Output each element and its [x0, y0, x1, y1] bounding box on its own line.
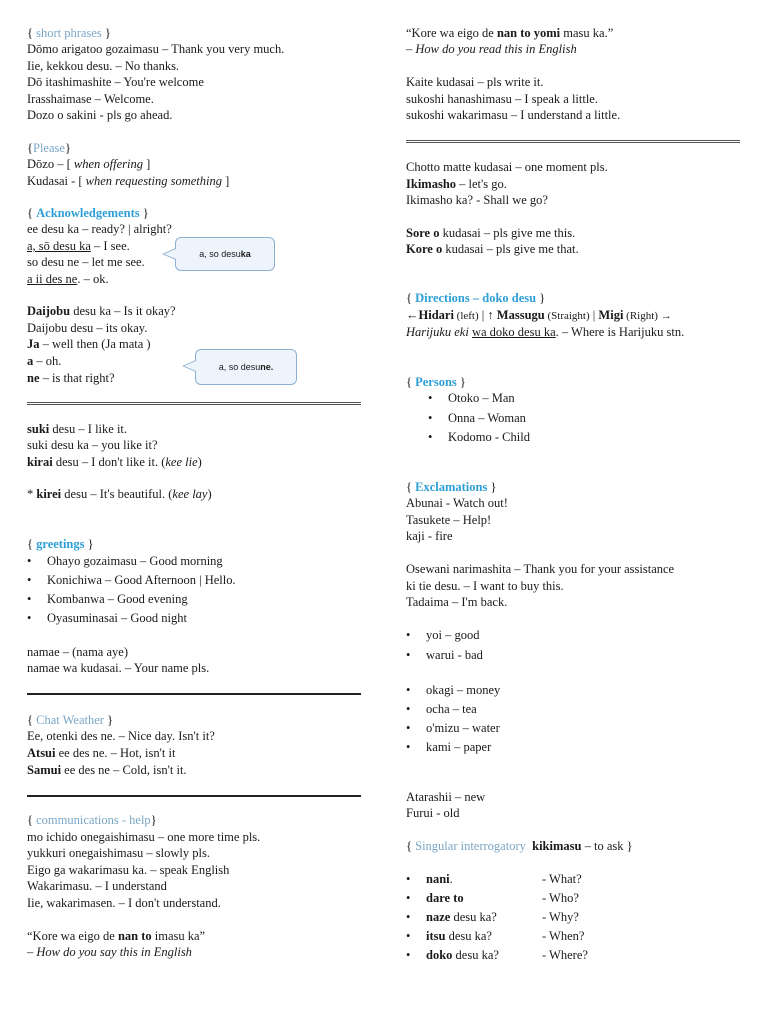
wait-line: Sore o kudasai – pls give me this.: [406, 226, 576, 240]
heading-text: Directions – doko desu: [415, 291, 537, 305]
greeting-item: • Oyasuminasai – Good night: [27, 611, 187, 625]
weather-line: Ee, otenki des ne. – Nice day. Isn't it?: [27, 729, 215, 743]
ack-line: Daijobu desu – its okay.: [27, 321, 148, 335]
likes-line: suki desu ka – you like it?: [27, 438, 158, 452]
weather-line: Samui ee des ne – Cold, isn't it.: [27, 763, 187, 777]
vocab-line: Furui - old: [406, 806, 460, 820]
vocab-item: • o'mizu – water: [406, 721, 500, 735]
section-divider: [27, 693, 361, 695]
ack-line: a ii des ne. – ok.: [27, 272, 109, 286]
ack-line: Daijobu desu ka – Is it okay?: [27, 304, 176, 318]
comms-line: yukkuri onegaishimasu – slowly pls.: [27, 846, 210, 860]
name-line: namae wa kudasai. – Your name pls.: [27, 661, 210, 675]
interrog-meaning: - What?: [542, 872, 582, 886]
read-line: sukoshi hanashimasu – I speak a little.: [406, 92, 598, 106]
likes-line: kirai desu – I don't like it. (kee lie): [27, 455, 202, 469]
interrog-item: • naze desu ka?: [406, 910, 497, 924]
persons-heading: { Persons }: [406, 375, 466, 389]
please-line: Kudasai - [ when requesting something ]: [27, 174, 230, 188]
interrog-meaning: - Why?: [542, 910, 579, 924]
comms-line: Wakarimasu. – I understand: [27, 879, 167, 893]
heading-text: short phrases: [36, 26, 102, 40]
interrog-item: • dare to: [406, 891, 464, 905]
greetings-heading: { greetings }: [27, 537, 94, 551]
greeting-item: • Ohayo gozaimasu – Good morning: [27, 554, 223, 568]
phrase-line: Dōmo arigatoo gozaimasu – Thank you very much.: [27, 42, 285, 56]
name-line: namae – (nama aye): [27, 645, 128, 659]
person-item: • Otoko – Man: [428, 391, 515, 405]
wait-line: Ikimasho – let's go.: [406, 177, 507, 191]
ack-heading: { Acknowledgements }: [27, 206, 149, 220]
comms-question: “Kore wa eigo de nan to imasu ka”: [27, 929, 206, 943]
phrase-line: Dozo o sakini - pls go ahead.: [27, 108, 173, 122]
heading-text: Exclamations: [415, 480, 488, 494]
wait-line: Chotto matte kudasai – one moment pls.: [406, 160, 608, 174]
interrog-meaning: - Who?: [542, 891, 579, 905]
phrase-line: Dō itashimashite – You're welcome: [27, 75, 204, 89]
greeting-item: • Konichiwa – Good Afternoon | Hello.: [27, 573, 236, 587]
heading-text: communications - help: [36, 813, 151, 827]
callout-ne: a, so desu ne.: [195, 349, 297, 385]
section-divider: [27, 795, 361, 797]
vocab-item: • warui - bad: [406, 648, 483, 662]
directions-line: ←Hidari (left) | ↑ Massugu (Straight) | Migi (Right) →: [406, 308, 672, 322]
please-line: Dōzo – [ when offering ]: [27, 157, 151, 171]
short-phrases-heading: { short phrases }: [27, 26, 111, 40]
person-item: • Kodomo - Child: [428, 430, 530, 444]
heading-text: Chat Weather: [36, 713, 104, 727]
wait-line: Ikimasho ka? - Shall we go?: [406, 193, 548, 207]
heading-text: greetings: [36, 537, 85, 551]
heading-text: Acknowledgements: [36, 206, 140, 220]
exclamation-line: Tadaima – I'm back.: [406, 595, 508, 609]
vocab-item: • yoi – good: [406, 628, 480, 642]
read-question: “Kore wa eigo de nan to yomi masu ka.”: [406, 26, 614, 40]
please-heading: {Please}: [27, 141, 71, 155]
vocab-item: • kami – paper: [406, 740, 492, 754]
comms-line: Eigo ga wakarimasu ka. – speak English: [27, 863, 230, 877]
ack-line: ee desu ka – ready? | alright?: [27, 222, 172, 236]
section-divider: [27, 402, 361, 405]
exclamation-line: ki tie desu. – I want to buy this.: [406, 579, 564, 593]
section-divider: [406, 140, 740, 143]
read-line: sukoshi wakarimasu – I understand a little.: [406, 108, 621, 122]
interrog-item: • nani.: [406, 872, 453, 886]
read-line: Kaite kudasai – pls write it.: [406, 75, 544, 89]
heading-text: Singular interrogatory: [415, 839, 526, 853]
vocab-line: Atarashii – new: [406, 790, 486, 804]
weather-heading: { Chat Weather }: [27, 713, 114, 727]
heading-text: Please: [33, 141, 65, 155]
directions-where: Harijuku eki wa doko desu ka. – Where is Harijuku stn.: [406, 325, 685, 339]
likes-line: suki desu – I like it.: [27, 422, 128, 436]
comms-line: mo ichido onegaishimasu – one more time pls.: [27, 830, 261, 844]
callout-ka: a, so desu ka: [175, 237, 275, 271]
comms-line: Iie, wakarimasen. – I don't understand.: [27, 896, 221, 910]
exclamations-heading: { Exclamations }: [406, 480, 497, 494]
exclamation-line: Osewani narimashita – Thank you for your assistance: [406, 562, 675, 576]
weather-line: Atsui ee des ne. – Hot, isn't it: [27, 746, 176, 760]
interrog-meaning: - Where?: [542, 948, 588, 962]
wait-line: Kore o kudasai – pls give me that.: [406, 242, 579, 256]
interrog-item: • itsu desu ka?: [406, 929, 492, 943]
vocab-item: • okagi – money: [406, 683, 501, 697]
exclamation-line: Abunai - Watch out!: [406, 496, 508, 510]
phrase-line: Iie, kekkou desu. – No thanks.: [27, 59, 180, 73]
ack-line: a – oh.: [27, 354, 62, 368]
greeting-item: • Kombanwa – Good evening: [27, 592, 188, 606]
interrog-heading: { Singular interrogatory kikimasu – to ask }: [406, 839, 633, 853]
comms-translation: – How do you say this in English: [27, 945, 192, 959]
comms-heading: { communications - help}: [27, 813, 157, 827]
directions-heading: { Directions – doko desu }: [406, 291, 546, 305]
ack-line: ne – is that right?: [27, 371, 115, 385]
interrog-meaning: - When?: [542, 929, 585, 943]
ack-line: a, sō desu ka – I see.: [27, 239, 130, 253]
phrase-line: Irasshaimase – Welcome.: [27, 92, 154, 106]
exclamation-line: kaji - fire: [406, 529, 453, 543]
vocab-item: • ocha – tea: [406, 702, 477, 716]
person-item: • Onna – Woman: [428, 411, 526, 425]
likes-line: * kirei desu – It's beautiful. (kee lay): [27, 487, 212, 501]
ack-line: Ja – well then (Ja mata ): [27, 337, 151, 351]
read-translation: – How do you read this in English: [406, 42, 577, 56]
exclamation-line: Tasukete – Help!: [406, 513, 492, 527]
interrog-item: • doko desu ka?: [406, 948, 499, 962]
ack-line: so desu ne – let me see.: [27, 255, 145, 269]
heading-text: Persons: [415, 375, 457, 389]
